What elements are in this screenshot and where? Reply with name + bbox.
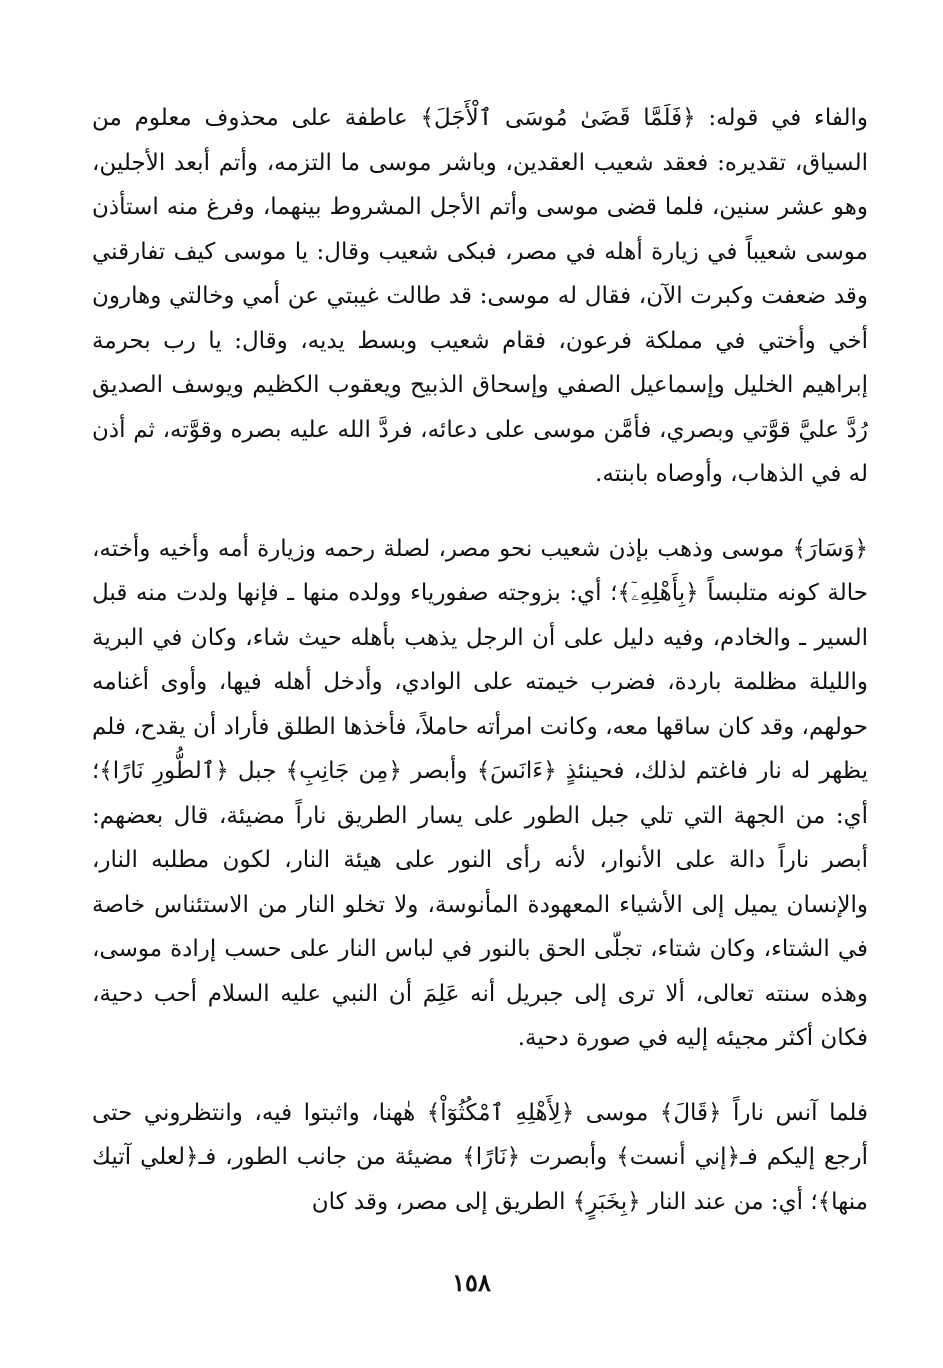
page-number: ١٥٨	[452, 1268, 491, 1297]
page-body	[92, 96, 868, 1224]
paragraph-1: والفاء في قوله: ﴿فَلَمَّا قَضَىٰ مُوسَى ٱلْأَجَلَ﴾ عاطفة على محذوف معلوم من السياق، تقديره: فعقد شعيب العقدين، وباشر موسى ما التزمه، وأتم أبعد الأجلين، وهو عشر سنين، فلما قضى موسى وأتم الأجل المشروط بينهما، وفرغ منه استأذن موسى شعيباً في زيارة أهله في مصر، فبكى شعيب وقال: يا موسى كيف تفارقني وقد ضعفت وكبرت الآن، فقال له موسى: قد طالت غيبتي عن أمي وخالتي وهارون أخي وأختي في مملكة فرعون، فقام شعيب وبسط يديه، وقال: يا رب بحرمة إبراهيم الخليل وإسماعيل الصفي وإسحاق الذبيح ويعقوب الكظيم ويوسف الصديق رُدَّ عليَّ قوَّتي وبصري، فأمَّن موسى على دعائه، فردَّ الله عليه بصره وقوَّته، ثم أذن له في الذهاب، وأوصاه بابنته.	[92, 105, 868, 487]
paragraph-2: ﴿وَسَارَ﴾ موسى وذهب بإذن شعيب نحو مصر، لصلة رحمه وزيارة أمه وأخيه وأخته، حالة كونه متلبساً ﴿بِأَهْلِهِۦٓ﴾؛ أي: بزوجته صفورياء وولده منها ـ فإنها ولدت منه قبل السير ـ والخادم، وفيه دليل على أن الرجل يذهب بأهله حيث شاء، وكان في البرية والليلة مظلمة باردة، فضرب خيمته على الوادي، وأدخل أهله فيها، وأوى أغنامه حولهم، وقد كان ساقها معه، وكانت امرأته حاملاً، فأخذها الطلق فأراد أن يقدح، فلم يظهر له نار فاغتم لذلك، فحينئذٍ ﴿ءَانَسَ﴾ وأبصر ﴿مِن جَانِبِ﴾ جبل ﴿ٱلطُّورِ نَارًا﴾؛ أي: من الجهة التي تلي جبل الطور على يسار الطريق ناراً مضيئة، قال بعضهم: أبصر ناراً دالة على الأنوار، لأنه رأى النور على هيئة النار، لكون مطلبه النار، والإنسان يميل إلى الأشياء المعهودة المأنوسة، ولا تخلو النار من الاستئناس خاصة في الشتاء، وكان شتاء، تجلّى الحق بالنور في لباس النار على حسب إرادة موسى، وهذه سنته تعالى، ألا ترى إلى جبريل أنه عَلِمَ أن النبي عليه السلام أحب دحية، فكان أكثر مجيئه إليه في صورة دحية.	[92, 535, 868, 1051]
paragraph-3: فلما آنس ناراً ﴿قَالَ﴾ موسى ﴿لِأَهْلِهِ ٱمْكُثُوٓاْ﴾ هٰهنا، واثبتوا فيه، وانتظروني حتى أرجع إليكم فـ﴿إني أنست﴾ وأبصرت ﴿نَارًا﴾ مضيئة من جانب الطور، فـ﴿لعلي آتيك منها﴾؛ أي: من عند النار ﴿بِخَبَرٍ﴾ الطريق إلى مصر، وقد كان	[92, 1099, 868, 1215]
